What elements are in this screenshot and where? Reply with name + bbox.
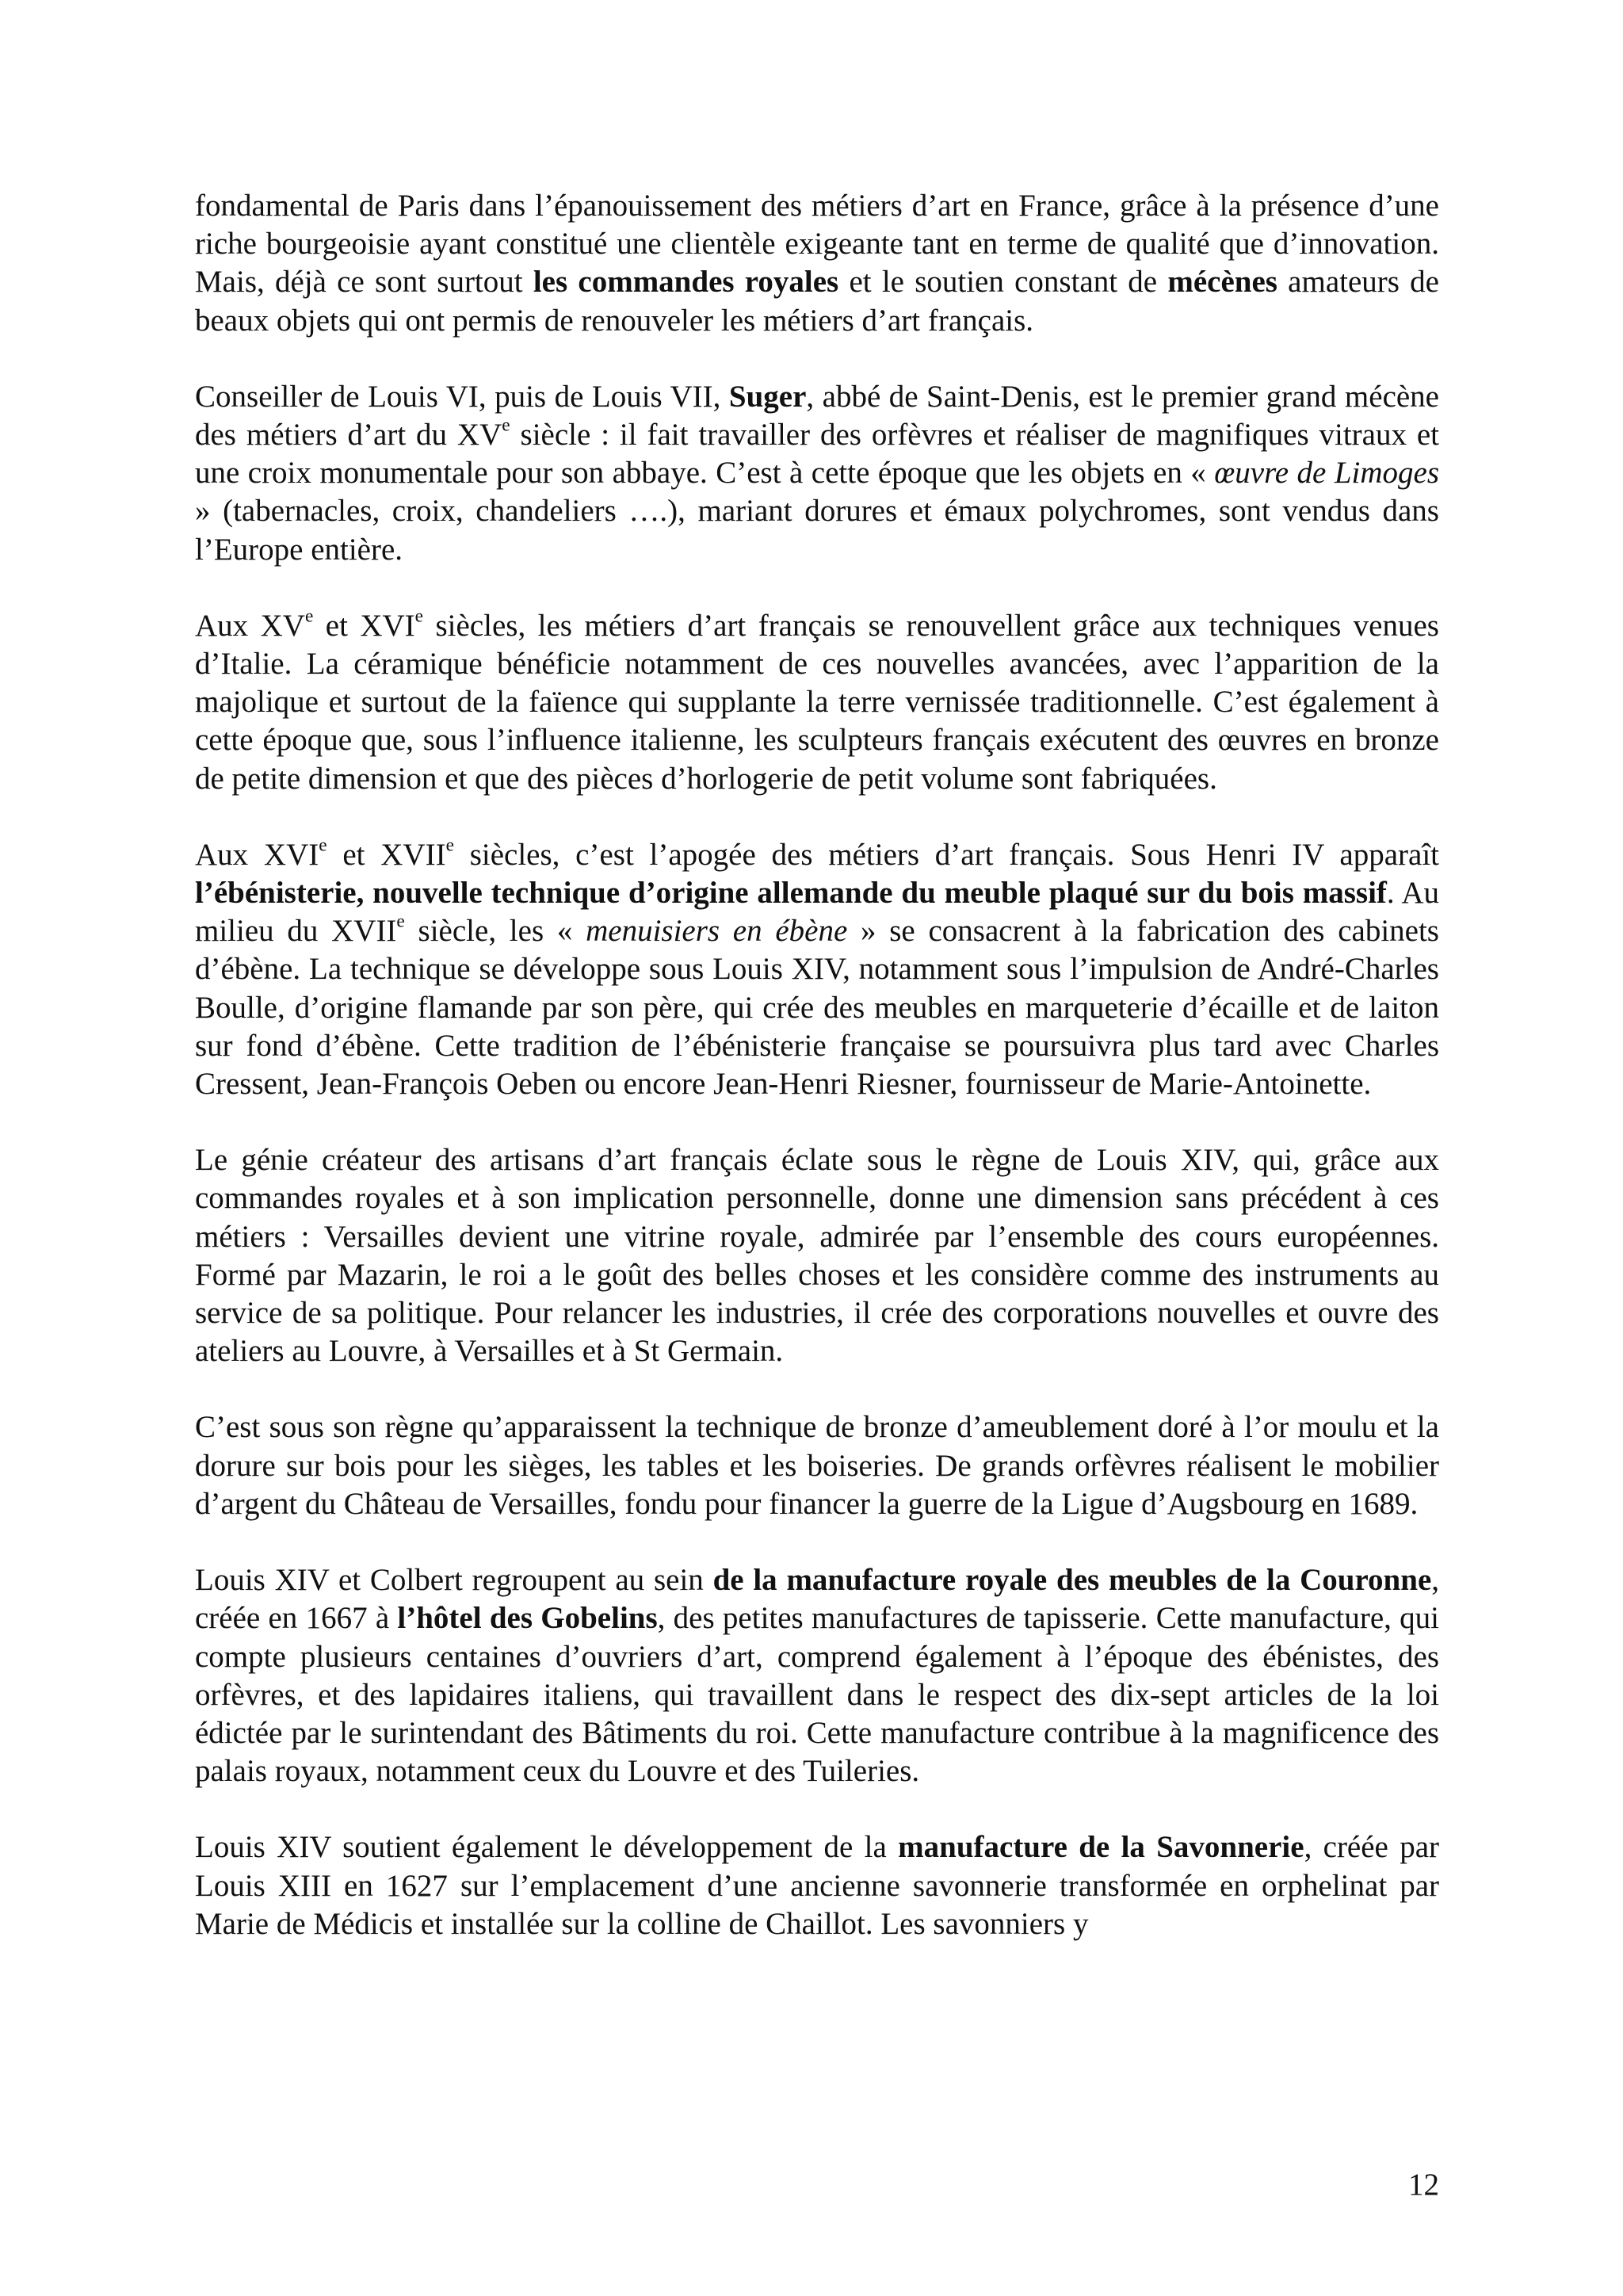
bold-text: l’hôtel des Gobelins xyxy=(397,1601,658,1636)
bold-text: manufacture de la Savonnerie xyxy=(898,1830,1304,1865)
text-run: siècle : il fait travailler des orfèvres et réaliser de magnifiques vitraux et une croix monumentale pour son abbaye. C’est à cette époque que les objets en « xyxy=(195,418,1439,491)
superscript: e xyxy=(445,835,454,856)
text-run: , des petites manufactures de tapisserie. Cette manufacture, qui compte plusieurs centaines d’ouvriers d’art, comprend également à l’époque des ébénistes, des orfèvres, et des lapidaires italiens, qui travaillent dans le respect des dix-sept articles de la loi édictée par le surintendant des Bâtiments du roi. Cette manufacture contribue à la magnificence des palais royaux, notamment ceux du Louvre et des Tuileries. xyxy=(195,1601,1439,1789)
bold-text: les commandes royales xyxy=(533,265,839,300)
text-run: , créée en 1667 à xyxy=(195,1563,1440,1636)
text-run: Louis XIV et Colbert regroupent au sein xyxy=(195,1563,713,1598)
text-run: siècles, les métiers d’art français se renouvellent grâce aux techniques venues d’Italie. La céramique bénéficie notamment de ces nouvelles avancées, avec l’apparition de la majolique et surtout de la faïence qui supplante la terre vernissée traditionnelle. C’est également à cette époque que, sous l’influence italienne, les sculpteurs français exécutent des œuvres en bronze de petite dimension et que des pièces d’horlogerie de petit volume sont fabriquées. xyxy=(195,608,1439,796)
text-run: , abbé de Saint-Denis, est le premier grand mécène des métiers d’art du XV xyxy=(195,379,1439,453)
text-run: Aux XVI xyxy=(195,837,319,872)
text-run: , créée par Louis XIII en 1627 sur l’emplacement d’une ancienne savonnerie transformée en orphelinat par Marie de Médicis et installée sur la colline de Chaillot. Les savonniers y xyxy=(195,1830,1439,1941)
superscript: e xyxy=(502,415,510,436)
paragraph xyxy=(195,1828,1439,1943)
text-run: Le génie créateur des artisans d’art français éclate sous le règne de Louis XIV, qui, grâce aux commandes royales et à son implication personnelle, donne une dimension sans précédent à ces métiers : Versailles devient une vitrine royale, admirée par l’ensemble des cours européennes. Formé par Mazarin, le roi a le goût des belles choses et les considère comme des instruments au service de sa politique. Pour relancer les industries, il crée des corporations nouvelles et ouvre des ateliers au Louvre, à Versailles et à St Germain. xyxy=(195,1143,1439,1369)
document-page xyxy=(195,187,1439,1943)
paragraph xyxy=(195,836,1439,1103)
superscript: e xyxy=(319,835,327,856)
page-number: 12 xyxy=(1408,2168,1439,2202)
text-run: et le soutien constant de xyxy=(838,265,1168,300)
text-run: Aux XV xyxy=(195,608,305,643)
paragraph xyxy=(195,607,1439,798)
text-run: » se consacrent à la fabrication des cabinets d’ébène. La technique se développe sous Louis XIV, notamment sous l’impulsion de André-Charles Boulle, d’origine flamande par son père, qui crée des meubles en marqueterie d’écaille et de laiton sur fond d’ébène. Cette tradition de l’ébénisterie française se poursuivra plus tard avec Charles Cressent, Jean-François Oeben ou encore Jean-Henri Riesner, fournisseur de Marie-Antoinette. xyxy=(195,914,1439,1102)
text-run: amateurs de beaux objets qui ont permis de renouveler les métiers d’art français. xyxy=(195,265,1439,338)
text-run: Louis XIV soutient également le développement de la xyxy=(195,1830,899,1865)
text-run: » (tabernacles, croix, chandeliers ….), mariant dorures et émaux polychromes, sont vendus dans l’Europe entière. xyxy=(195,494,1439,567)
paragraph xyxy=(195,1141,1439,1370)
superscript: e xyxy=(304,606,314,627)
bold-text: l’ébénisterie, nouvelle technique d’origine allemande du meuble plaqué sur du bois massif xyxy=(195,876,1387,911)
bold-text: mécènes xyxy=(1167,265,1277,300)
italic-text: œuvre de Limoges xyxy=(1214,456,1439,491)
superscript: e xyxy=(396,911,405,932)
paragraph xyxy=(195,1561,1439,1790)
paragraph xyxy=(195,187,1439,340)
text-run: siècle, les « xyxy=(404,914,586,949)
italic-text: menuisiers en ébène xyxy=(586,914,848,949)
bold-text: de la manufacture royale des meubles de la Couronne xyxy=(712,1563,1432,1598)
text-run: siècles, c’est l’apogée des métiers d’art français. Sous Henri IV apparaît xyxy=(453,837,1440,872)
paragraph xyxy=(195,378,1439,569)
text-run: . Au milieu du XVII xyxy=(195,876,1439,949)
text-run: Conseiller de Louis VI, puis de Louis VII, xyxy=(195,379,729,414)
text-run: et XVII xyxy=(327,837,446,872)
paragraph xyxy=(195,1408,1439,1523)
bold-text: Suger xyxy=(728,379,807,414)
text-run: C’est sous son règne qu’apparaissent la technique de bronze d’ameublement doré à l’or moulu et la dorure sur bois pour les sièges, les tables et les boiseries. De grands orfèvres réalisent le mobilier d’argent du Château de Versailles, fondu pour financer la guerre de la Ligue d’Augsbourg en 1689. xyxy=(195,1410,1439,1521)
text-run: et XVI xyxy=(313,608,415,643)
text-run: fondamental de Paris dans l’épanouissement des métiers d’art en France, grâce à la présence d’une riche bourgeoisie ayant constitué une clientèle exigeante tant en terme de qualité que d’innovation. Mais, déjà ce sont surtout xyxy=(195,189,1439,300)
superscript: e xyxy=(414,606,424,627)
